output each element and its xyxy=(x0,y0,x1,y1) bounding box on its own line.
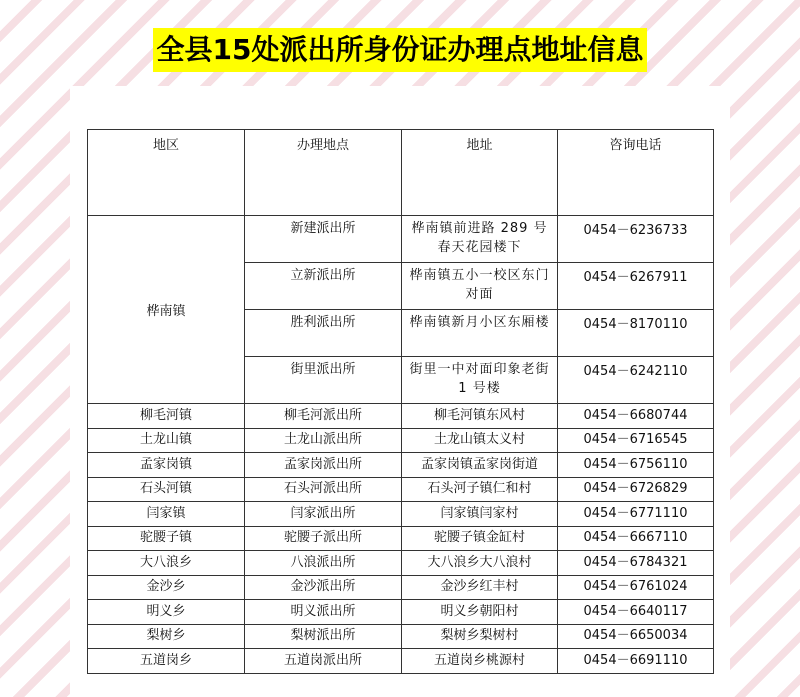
station-cell: 八浪派出所 xyxy=(245,551,402,576)
region-cell: 明义乡 xyxy=(88,600,245,625)
phone-cell: 0454－6640117 xyxy=(558,600,714,625)
phone-cell: 0454－6691110 xyxy=(558,649,714,674)
table-header-row xyxy=(88,130,714,216)
address-cell: 驼腰子镇金缸村 xyxy=(402,526,558,551)
table-row xyxy=(88,649,714,674)
region-cell: 桦南镇 xyxy=(88,216,245,404)
region-cell: 土龙山镇 xyxy=(88,428,245,453)
station-cell: 土龙山派出所 xyxy=(245,428,402,453)
station-cell: 孟家岗派出所 xyxy=(245,453,402,478)
address-cell: 梨树乡梨树村 xyxy=(402,624,558,649)
phone-cell: 0454－6650034 xyxy=(558,624,714,649)
id-card-office-table xyxy=(87,129,714,674)
phone-cell: 0454－6716545 xyxy=(558,428,714,453)
phone-cell: 0454－6242110 xyxy=(558,357,714,404)
address-cell: 金沙乡红丰村 xyxy=(402,575,558,600)
header-phone: 咨询电话 xyxy=(558,130,714,216)
header-address: 地址 xyxy=(402,130,558,216)
table-row xyxy=(88,551,714,576)
region-cell: 金沙乡 xyxy=(88,575,245,600)
address-cell: 土龙山镇太义村 xyxy=(402,428,558,453)
station-cell: 明义派出所 xyxy=(245,600,402,625)
address-cell: 明义乡朝阳村 xyxy=(402,600,558,625)
table-row xyxy=(88,453,714,478)
address-cell: 桦南镇五小一校区东门对面 xyxy=(402,263,558,310)
page-title: 全县15处派出所身份证办理点地址信息 xyxy=(153,28,648,72)
station-cell: 闫家派出所 xyxy=(245,502,402,527)
address-cell: 孟家岗镇孟家岗街道 xyxy=(402,453,558,478)
phone-cell: 0454－6784321 xyxy=(558,551,714,576)
table-row xyxy=(88,477,714,502)
address-cell: 五道岗乡桃源村 xyxy=(402,649,558,674)
table-row xyxy=(88,624,714,649)
station-cell: 梨树派出所 xyxy=(245,624,402,649)
phone-cell: 0454－6680744 xyxy=(558,404,714,429)
address-cell: 桦南镇新月小区东厢楼 xyxy=(402,310,558,357)
phone-cell: 0454－6726829 xyxy=(558,477,714,502)
phone-cell: 0454－6236733 xyxy=(558,216,714,263)
table-row xyxy=(88,404,714,429)
address-cell: 桦南镇前进路 289 号春天花园楼下 xyxy=(402,216,558,263)
address-cell: 柳毛河镇东风村 xyxy=(402,404,558,429)
region-cell: 大八浪乡 xyxy=(88,551,245,576)
table-row xyxy=(88,428,714,453)
phone-cell: 0454－6267911 xyxy=(558,263,714,310)
station-cell: 五道岗派出所 xyxy=(245,649,402,674)
table-row xyxy=(88,575,714,600)
address-cell: 闫家镇闫家村 xyxy=(402,502,558,527)
header-station: 办理地点 xyxy=(245,130,402,216)
title-wrapper xyxy=(0,28,800,72)
header-region: 地区 xyxy=(88,130,245,216)
address-cell: 街里一中对面印象老街 1 号楼 xyxy=(402,357,558,404)
station-cell: 街里派出所 xyxy=(245,357,402,404)
region-cell: 驼腰子镇 xyxy=(88,526,245,551)
station-cell: 柳毛河派出所 xyxy=(245,404,402,429)
region-cell: 柳毛河镇 xyxy=(88,404,245,429)
station-cell: 立新派出所 xyxy=(245,263,402,310)
phone-cell: 0454－6761024 xyxy=(558,575,714,600)
table-row xyxy=(88,502,714,527)
region-cell: 闫家镇 xyxy=(88,502,245,527)
phone-cell: 0454－6667110 xyxy=(558,526,714,551)
phone-cell: 0454－8170110 xyxy=(558,310,714,357)
region-cell: 五道岗乡 xyxy=(88,649,245,674)
station-cell: 石头河派出所 xyxy=(245,477,402,502)
station-cell: 胜利派出所 xyxy=(245,310,402,357)
station-cell: 新建派出所 xyxy=(245,216,402,263)
phone-cell: 0454－6771110 xyxy=(558,502,714,527)
phone-cell: 0454－6756110 xyxy=(558,453,714,478)
table-row xyxy=(88,600,714,625)
region-cell: 孟家岗镇 xyxy=(88,453,245,478)
region-cell: 梨树乡 xyxy=(88,624,245,649)
table-row xyxy=(88,526,714,551)
table-row xyxy=(88,216,714,263)
station-cell: 金沙派出所 xyxy=(245,575,402,600)
region-cell: 石头河镇 xyxy=(88,477,245,502)
station-cell: 驼腰子派出所 xyxy=(245,526,402,551)
address-cell: 大八浪乡大八浪村 xyxy=(402,551,558,576)
address-cell: 石头河子镇仁和村 xyxy=(402,477,558,502)
